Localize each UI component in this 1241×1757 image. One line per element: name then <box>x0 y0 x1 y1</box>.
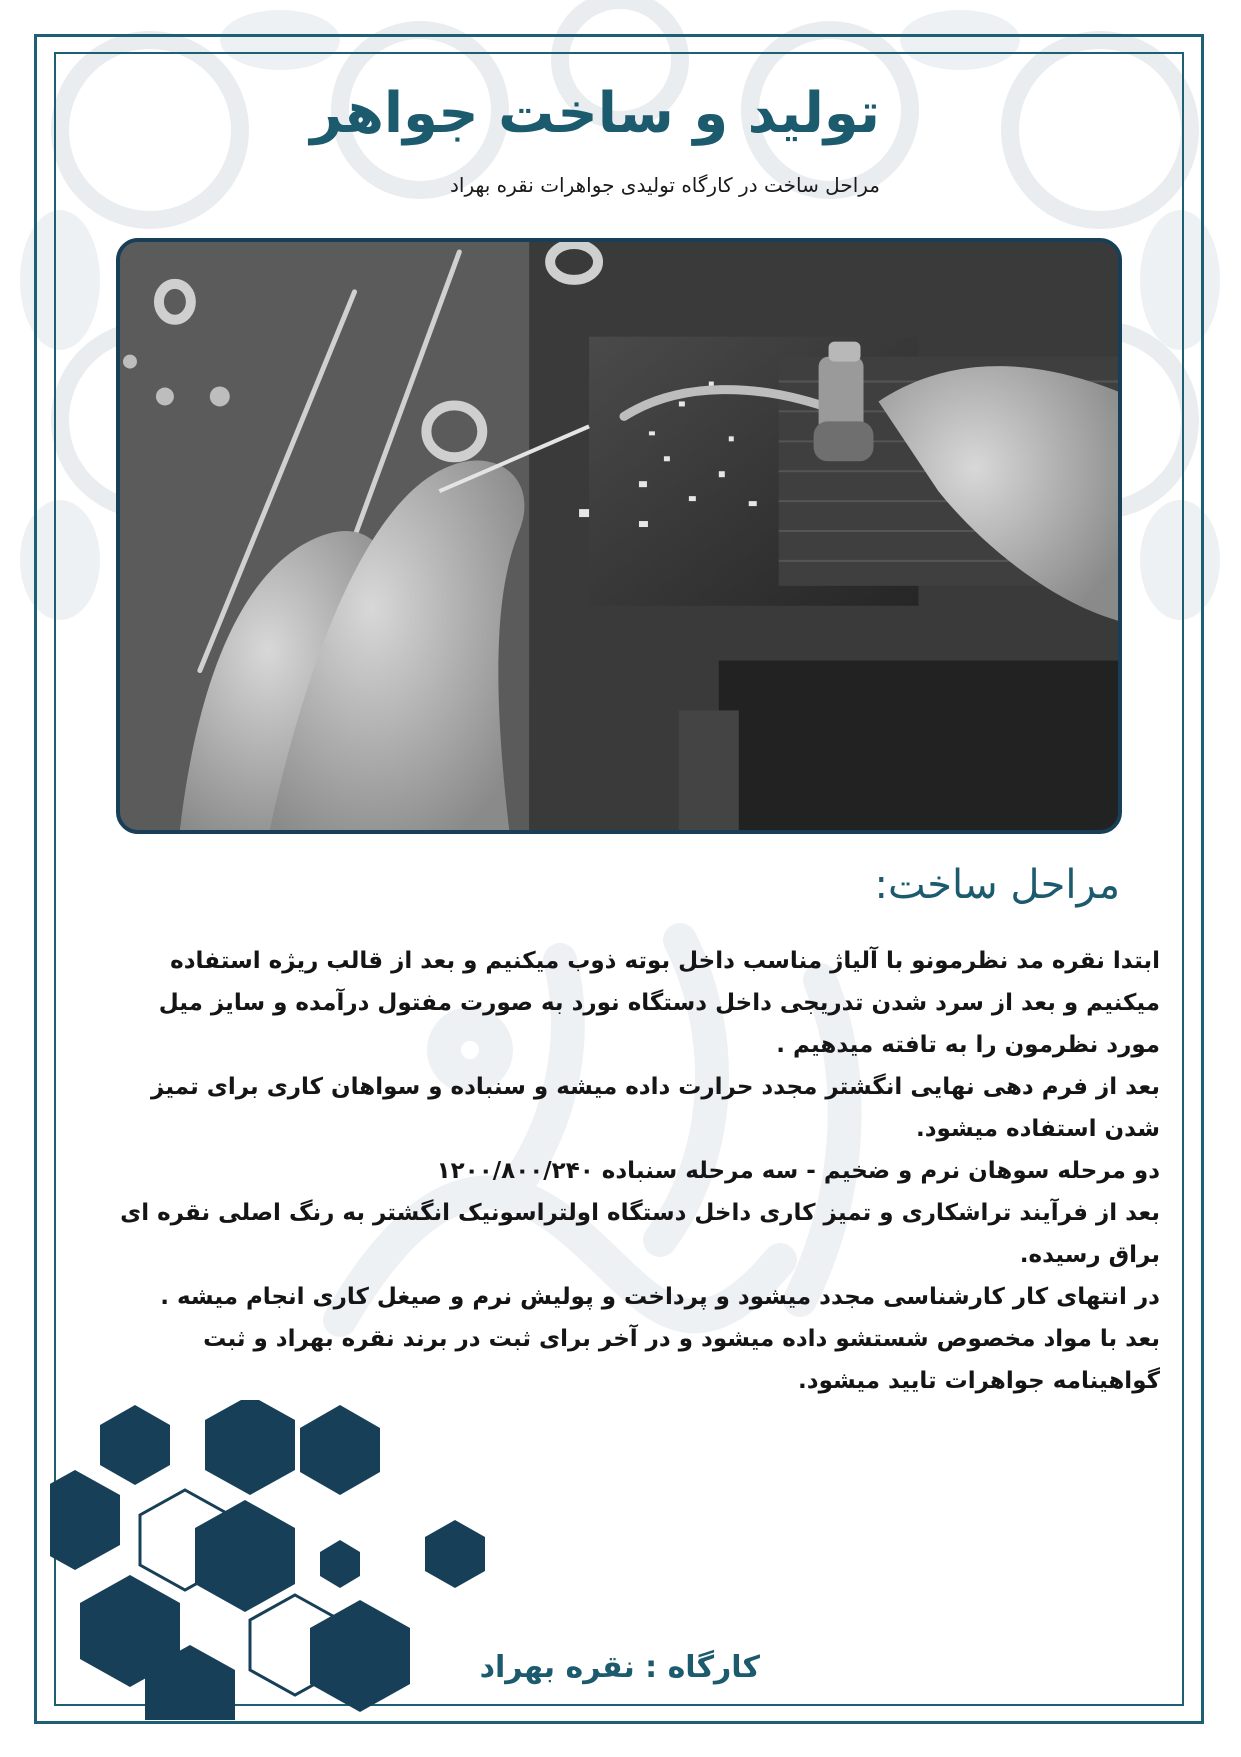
hexagon-shape <box>425 1520 485 1588</box>
page-title: تولید و ساخت جواهر <box>310 81 880 146</box>
hexagon-shape <box>205 1400 295 1495</box>
hexagon-shape <box>300 1405 380 1495</box>
process-step: بعد از فرآیند تراشکاری و تمیز کاری داخل دستگاه اولتراسونیک انگشتر به رنگ اصلی نقره ای براق رسیده. <box>120 1200 1160 1268</box>
process-step: در انتهای کار کارشناسی مجدد میشود و پرداخت و پولیش نرم و صیغل کاری انجام میشه . <box>160 1284 1160 1310</box>
jeweler-photo-illustration <box>120 242 1118 830</box>
process-step: بعد از فرم دهی نهایی انگشتر مجدد حرارت داده میشه و سنباده و سواهان کاری برای تمیز شدن استفاده میشود. <box>151 1074 1160 1142</box>
hexagon-shape <box>100 1405 170 1485</box>
page-subtitle: مراحل ساخت در کارگاه تولیدی جواهرات نقره بهراد <box>450 173 880 197</box>
hexagon-shape <box>320 1540 360 1588</box>
process-steps <box>120 940 1160 1402</box>
hexagon-shape <box>310 1600 410 1712</box>
jeweler-photo <box>116 238 1122 834</box>
hexagon-shape <box>50 1470 120 1570</box>
section-heading: مراحل ساخت: <box>874 862 1120 908</box>
workshop-signature: کارگاه : نقره بهراد <box>479 1650 760 1685</box>
process-step: ابتدا نقره مد نظرمونو با آلیاژ مناسب داخل بوته ذوب میکنیم و بعد از قالب ریژه استفاده میکنیم و بعد از سرد شدن تدریجی داخل دستگاه نورد به صورت مفتول درآمده و سایز میل مورد نظرمون را به تافته میدهیم . <box>158 948 1160 1058</box>
hexagon-shape <box>195 1500 295 1612</box>
hexagon-decoration <box>50 1400 500 1720</box>
process-step: بعد با مواد مخصوص شستشو داده میشود و در آخر برای ثبت در برند نقره بهراد و ثبت گواهینامه جواهرات تایید میشود. <box>203 1326 1160 1394</box>
process-step: دو مرحله سوهان نرم و ضخیم - سه مرحله سنباده ۱۲۰۰/۸۰۰/۲۴۰ <box>436 1158 1160 1184</box>
